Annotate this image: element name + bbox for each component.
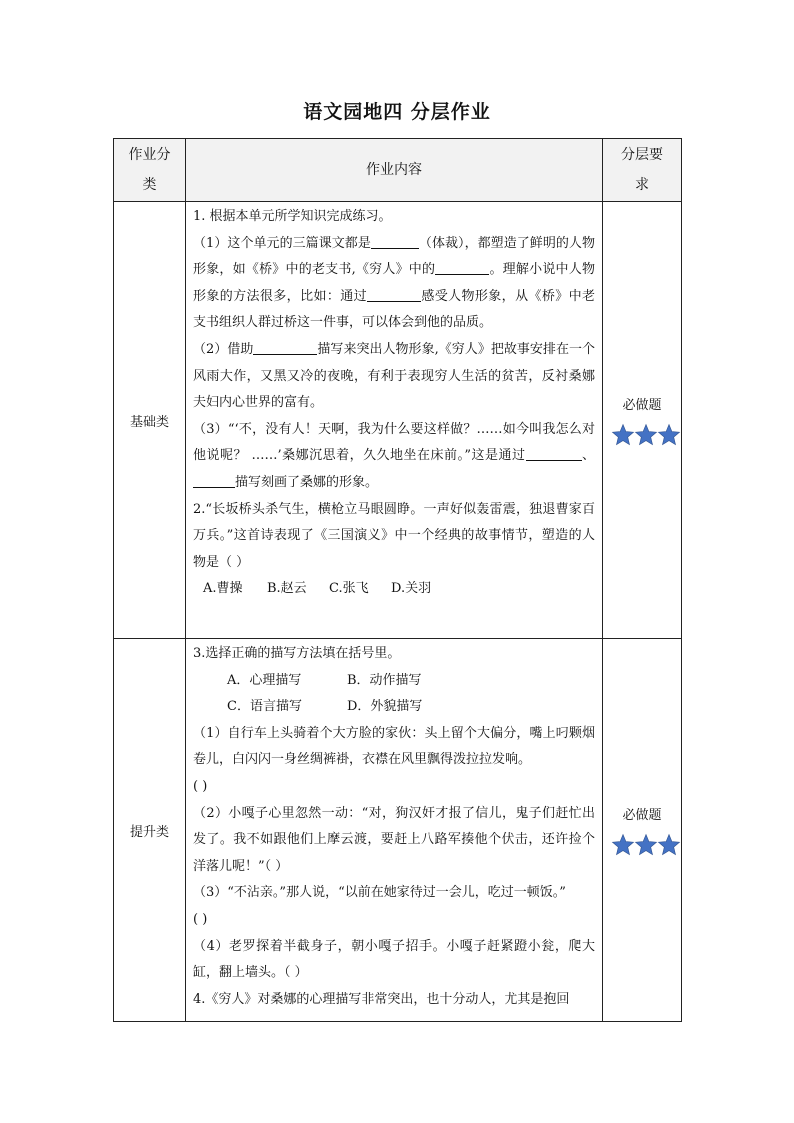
option-b: B.赵云 [267, 581, 307, 597]
question-4: 4.《穷人》对桑娜的心理描写非常突出，也十分动人，尤其是抱回 [193, 991, 570, 1007]
answer-blank[interactable] [435, 258, 489, 275]
star-icon [611, 833, 635, 857]
question-3-3-answer[interactable]: ( ) [193, 911, 208, 927]
star-icon [634, 833, 658, 857]
question-2-options [193, 576, 595, 603]
answer-blank[interactable] [371, 232, 419, 249]
homework-table [113, 138, 682, 1022]
star-rating [603, 833, 681, 857]
answer-blank[interactable] [193, 471, 235, 488]
question-3-2: （2）小嘎子心里忽然一动：“对，狗汉奸才报了信儿，鬼子们赶忙出发了。我不如跟他们上摩云渡，要赶上八路军揍他个伏击，还许捡个洋落儿呢！”（ ） [193, 805, 595, 874]
question-1-title: 1. 根据本单元所学知识完成练习。 [193, 209, 392, 224]
advanced-row [114, 639, 682, 1022]
answer-blank[interactable] [367, 285, 421, 302]
header-requirement: 分层要 求 [603, 139, 682, 202]
star-icon [634, 423, 658, 447]
category-advanced: 提升类 [114, 639, 186, 1022]
answer-blank[interactable] [253, 338, 317, 355]
question-3-options-row1: A．心理描写 B．动作描写 [227, 672, 422, 688]
question-3-1-answer[interactable]: ( ) [193, 778, 208, 794]
star-icon [657, 423, 681, 447]
question-1-1: （1）这个单元的三篇课文都是 （体裁），都塑造了鲜明的人物形象，如《桥》中的老支书,《穷人》中的 。理解小说中人物形象的方法很多，比如：通过 感受人物形象，从《桥》中老支书组织人群过桥这一件事，可以体会到他的品质。 [193, 231, 595, 337]
star-icon [611, 423, 635, 447]
star-rating [603, 423, 681, 447]
answer-blank[interactable] [526, 444, 582, 461]
option-d: D.关羽 [391, 581, 432, 597]
advanced-content [186, 639, 603, 1022]
header-row [114, 139, 682, 202]
question-2: 2.“长坂桥头杀气生，横枪立马眼圆睁。一声好似轰雷震，独退曹家百万兵。”这首诗表现了《三国演义》中一个经典的故事情节，塑造的人物是（ ） [193, 501, 595, 570]
question-3-4: （4）老罗探着半截身子，朝小嘎子招手。小嘎子赶紧蹬小瓮，爬大缸，翻上墙头。（ ） [193, 938, 595, 981]
page-title: 语文园地四 分层作业 [303, 101, 491, 123]
header-content: 作业内容 [186, 139, 603, 202]
question-3-options-row2: C．语言描写 D．外貌描写 [227, 699, 423, 715]
question-3-3: （3）“不沾亲。”那人说，“以前在她家待过一会儿，吃过一顿饭。” [193, 885, 566, 901]
question-1-2: （2）借助 描写来突出人物形象,《穷人》把故事安排在一个风雨大作，又黑又冷的夜晚，有利于表现穷人生活的贫苦，反衬桑娜夫妇内心世界的富有。 [193, 337, 595, 417]
question-3-title: 3.选择正确的描写方法填在括号里。 [193, 646, 401, 661]
category-basic: 基础类 [114, 202, 186, 639]
basic-row [114, 202, 682, 639]
question-3-1: （1）自行车上头骑着个大方脸的家伙：头上留个大偏分，嘴上叼颗烟卷儿，白闪闪一身丝绸裤褂，衣襟在风里飘得泼拉拉发响。 [193, 725, 595, 768]
basic-content [186, 202, 603, 639]
star-icon [657, 833, 681, 857]
question-1-3: （3）“‘不，没有人！天啊，我为什么要这样做？……如今叫我怎么对他说呢？ ……’桑娜沉思着，久久地坐在床前。”这是通过 、描写刻画了桑娜的形象。 [193, 421, 595, 490]
option-c: C.张飞 [329, 581, 369, 597]
header-category: 作业分 类 [114, 139, 186, 202]
requirement-basic: 必做题 [603, 202, 682, 639]
option-a: A.曹操 [203, 581, 243, 597]
requirement-advanced: 必做题 [603, 639, 682, 1022]
